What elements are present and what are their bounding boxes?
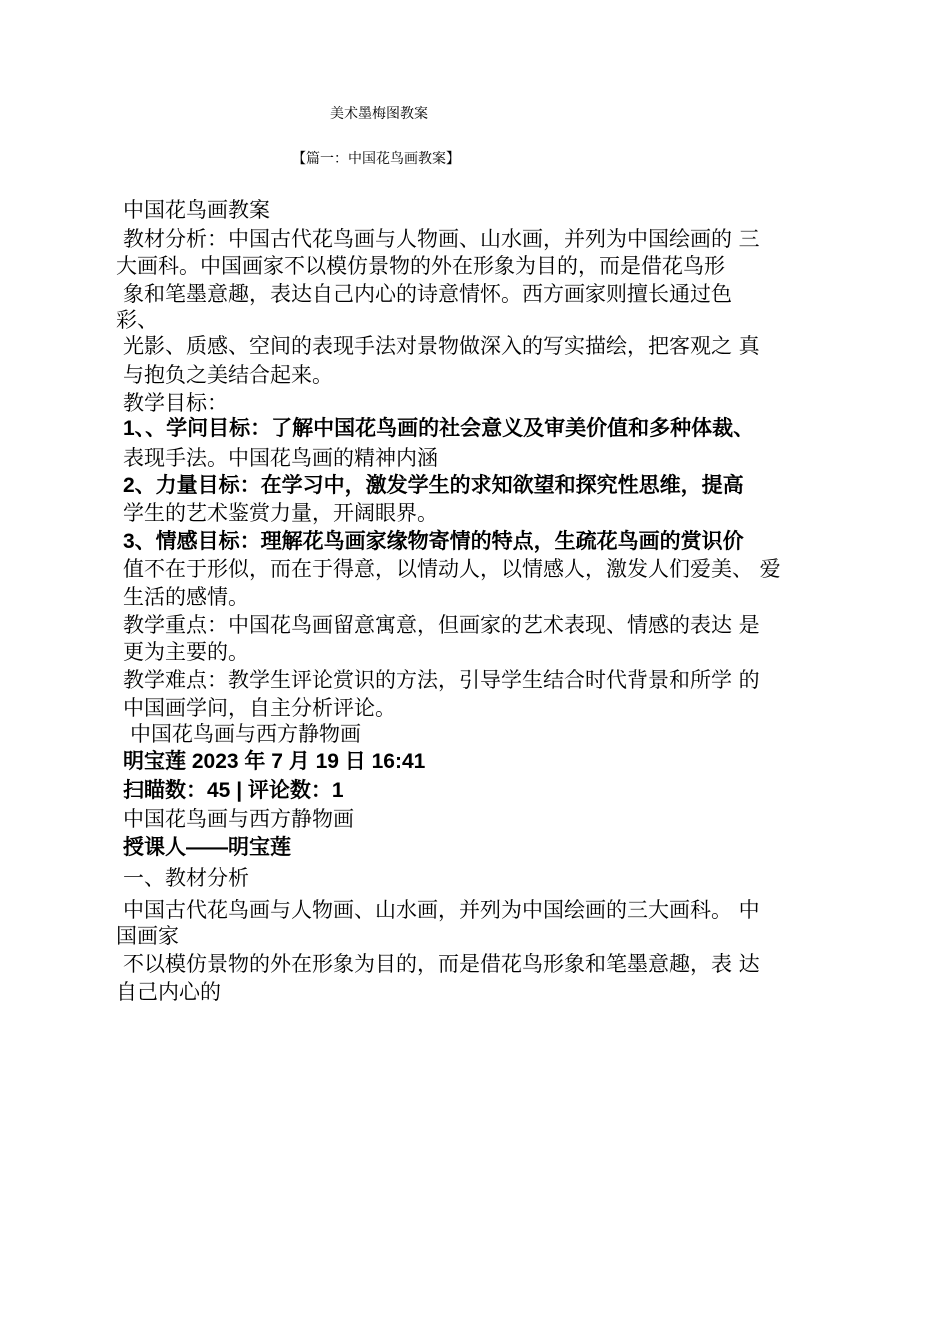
- text-line: 教学重点：中国花鸟画留意寓意，但画家的艺术表现、情感的表达 是: [123, 613, 760, 637]
- text-line: 中国画学问，自主分析评论。: [123, 696, 396, 720]
- text-line: 光影、质感、空间的表现手法对景物做深入的写实描绘，把客观之 真: [123, 334, 760, 358]
- text-line: 中国古代花鸟画与人物画、山水画，并列为中国绘画的三大画科。 中: [123, 898, 760, 922]
- text-line: 表现手法。中国花鸟画的精神内涵: [123, 446, 438, 470]
- article-title: 中国花鸟画与西方静物画: [130, 722, 361, 746]
- text-line: 更为主要的。: [123, 640, 249, 664]
- text-line: 大画科。中国画家不以模仿景物的外在形象为目的，而是借花鸟形: [116, 254, 725, 278]
- section-heading: 中国花鸟画教案: [123, 198, 270, 222]
- document-subtitle: 【篇一：中国花鸟画教案】: [292, 151, 460, 167]
- text-line: 象和笔墨意趣，表达自己内心的诗意情怀。西方画家则擅长通过色: [123, 282, 732, 306]
- text-line: 国画家: [116, 924, 179, 948]
- article-lecturer: 授课人——明宝莲: [123, 836, 291, 859]
- text-line: 生活的感情。: [123, 585, 249, 609]
- section-heading: 一、教材分析: [123, 866, 249, 890]
- text-line: 与抱负之美结合起来。: [123, 363, 333, 387]
- text-line: 3、情感目标：理解花鸟画家缘物寄情的特点，生疏花鸟画的赏识价: [123, 530, 744, 553]
- text-line: 教学目标：: [123, 391, 228, 415]
- text-line: 1、、学问目标：了解中国花鸟画的社会意义及审美价值和多种体裁、: [123, 417, 755, 440]
- document-title: 美术墨梅图教案: [330, 106, 428, 122]
- article-heading: 中国花鸟画与西方静物画: [123, 807, 354, 831]
- text-line: 值不在于形似，而在于得意，以情动人，以情感人，激发人们爱美、 爱: [123, 557, 781, 581]
- text-line: 2、力量目标：在学习中，激发学生的求知欲望和探究性思维，提高: [123, 474, 744, 497]
- text-line: 不以模仿景物的外在形象为目的，而是借花鸟形象和笔墨意趣，表 达: [123, 952, 760, 976]
- article-meta-author-date: 明宝莲 2023 年 7 月 19 日 16:41: [123, 750, 426, 773]
- text-line: 教材分析：中国古代花鸟画与人物画、山水画，并列为中国绘画的 三: [123, 227, 760, 251]
- text-line: 学生的艺术鉴赏力量，开阔眼界。: [123, 501, 438, 525]
- text-line: 彩、: [116, 308, 158, 332]
- text-line: 自己内心的: [116, 980, 221, 1004]
- article-meta-counts: 扫瞄数：45 | 评论数：1: [123, 779, 344, 802]
- text-line: 教学难点：教学生评论赏识的方法，引导学生结合时代背景和所学 的: [123, 668, 760, 692]
